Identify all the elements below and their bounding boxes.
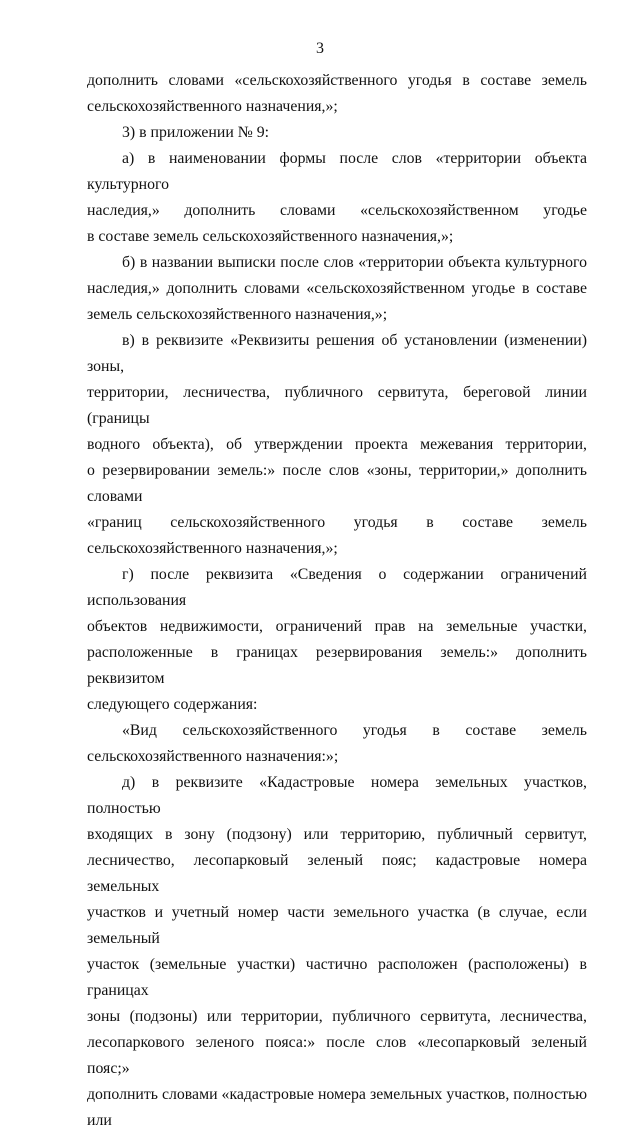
text-line: территории, лесничества, публичного сервитута, береговой линии (границы	[87, 384, 587, 427]
text-line: входящих в зону (подзону) или территорию, публичный сервитут,	[87, 826, 587, 843]
text-line: наследия,» дополнить словами «сельскохозяйственном угодье	[87, 202, 587, 219]
text-line: наследия,» дополнить словами «сельскохозяйственном угодье в составе	[87, 280, 587, 297]
text-line: участок (земельные участки) частично расположен (расположены) в границах	[87, 956, 587, 999]
page-number: 3	[316, 40, 324, 57]
paragraph-p5	[87, 328, 587, 562]
text-line: лесопаркового зеленого пояса:» после слов «лесопарковый зеленый пояс;»	[87, 1034, 587, 1077]
text-line: следующего содержания:	[87, 696, 258, 713]
paragraph-p2	[87, 120, 587, 146]
text-line: зоны (подзоны) или территории, публичного сервитута, лесничества,	[87, 1008, 587, 1025]
document-body	[87, 68, 587, 1134]
paragraph-p4	[87, 250, 587, 328]
text-line: г) после реквизита «Сведения о содержании ограничений использования	[87, 566, 587, 609]
text-line: сельскохозяйственного назначения,»;	[87, 98, 338, 115]
text-line: сельскохозяйственного назначения,»;	[87, 540, 338, 557]
text-line: расположенные в границах резервирования земель:» дополнить реквизитом	[87, 644, 587, 687]
text-line: земель сельскохозяйственного назначения,»;	[87, 306, 388, 323]
paragraph-p8	[87, 770, 587, 1134]
text-line: дополнить словами «кадастровые номера земельных участков, полностью или	[87, 1086, 587, 1129]
text-line: 3) в приложении № 9:	[122, 124, 270, 141]
text-line: лесничество, лесопарковый зеленый пояс; кадастровые номера земельных	[87, 852, 587, 895]
paragraph-p1	[87, 68, 587, 120]
text-line: о резервировании земель:» после слов «зоны, территории,» дополнить словами	[87, 462, 587, 505]
paragraph-p3	[87, 146, 587, 250]
paragraph-p7	[87, 718, 587, 770]
text-line: дополнить словами «сельскохозяйственного угодья в составе земель	[87, 72, 587, 89]
text-line: объектов недвижимости, ограничений прав на земельные участки,	[87, 618, 587, 635]
text-line: в) в реквизите «Реквизиты решения об установлении (изменении) зоны,	[87, 332, 587, 375]
text-line: участков и учетный номер части земельного участка (в случае, если земельный	[87, 904, 587, 947]
text-line: водного объекта), об утверждении проекта межевания территории,	[87, 436, 587, 453]
text-line: «Вид сельскохозяйственного угодья в составе земель	[122, 722, 587, 739]
text-line: д) в реквизите «Кадастровые номера земельных участков, полностью	[87, 774, 587, 817]
text-line: а) в наименовании формы после слов «территории объекта культурного	[87, 150, 587, 193]
paragraph-p6	[87, 562, 587, 718]
text-line: в составе земель сельскохозяйственного назначения,»;	[87, 228, 454, 245]
text-line: б) в названии выписки после слов «территории объекта культурного	[122, 254, 587, 271]
text-line: «границ сельскохозяйственного угодья в составе земель	[87, 514, 587, 531]
text-line: сельскохозяйственного назначения:»;	[87, 748, 339, 765]
